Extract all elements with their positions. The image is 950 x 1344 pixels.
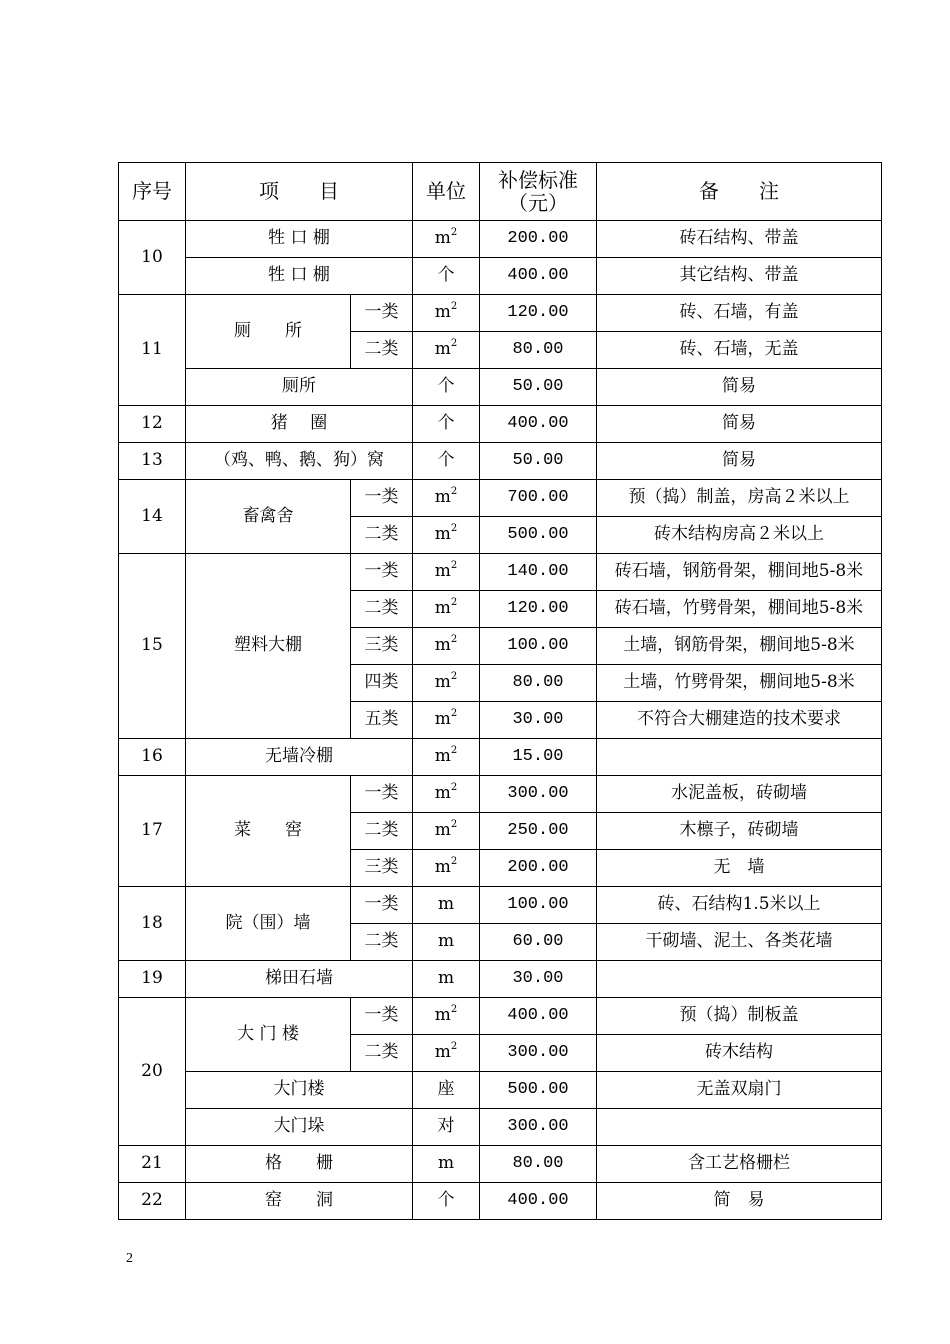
remark-cell: 砖、石结构1.5米以上 (597, 887, 882, 924)
price-cell: 80.00 (480, 1146, 597, 1183)
remark-cell (597, 961, 882, 998)
unit-cell: 个 (413, 1183, 480, 1220)
remark-cell: 砖石结构、带盖 (597, 221, 882, 258)
item-name: 猪 圈 (186, 406, 413, 443)
unit-sqm: m (434, 1042, 451, 1063)
unit-sqm: m (434, 746, 451, 767)
remark-cell: 砖石墙，竹劈骨架，棚间地5-8米 (597, 591, 882, 628)
table-row (119, 739, 882, 776)
row-no: 22 (119, 1183, 186, 1220)
unit-cell: $m^2$ (413, 998, 480, 1035)
class-cell: 二类 (351, 517, 413, 554)
unit-cell: 个 (413, 258, 480, 295)
unit-cell: $m^2$ (413, 1035, 480, 1072)
unit-cell: 对 (413, 1109, 480, 1146)
table-row (119, 1183, 882, 1220)
table-row (119, 295, 882, 332)
price-cell: 140.00 (480, 554, 597, 591)
remark-cell: 简易 (597, 369, 882, 406)
unit-sqm: m (434, 820, 451, 841)
item-name: 院（围）墙 (186, 887, 351, 961)
remark-cell: 砖木结构 (597, 1035, 882, 1072)
price-cell: 300.00 (480, 1035, 597, 1072)
item-name: 塑料大棚 (186, 554, 351, 739)
price-cell: 300.00 (480, 776, 597, 813)
price-cell: 15.00 (480, 739, 597, 776)
price-cell: 400.00 (480, 998, 597, 1035)
table-row (119, 1109, 882, 1146)
remark-cell: 不符合大棚建造的技术要求 (597, 702, 882, 739)
item-name: 厕 所 (186, 295, 351, 369)
remark-cell: 简 易 (597, 1183, 882, 1220)
header-row (119, 163, 882, 221)
remark-cell: 预（捣）制板盖 (597, 998, 882, 1035)
price-cell: 300.00 (480, 1109, 597, 1146)
unit-cell: m (413, 887, 480, 924)
unit-sqm: m (434, 1005, 451, 1026)
row-no: 21 (119, 1146, 186, 1183)
item-name: 菜 窖 (186, 776, 351, 887)
table-row (119, 887, 882, 924)
class-cell: 三类 (351, 850, 413, 887)
unit-cell: $m^2$ (413, 628, 480, 665)
class-cell: 一类 (351, 887, 413, 924)
unit-sqm: m (434, 635, 451, 656)
price-cell: 500.00 (480, 1072, 597, 1109)
unit-cell: 个 (413, 443, 480, 480)
table-row (119, 221, 882, 258)
unit-cell: $m^2$ (413, 295, 480, 332)
remark-cell: 其它结构、带盖 (597, 258, 882, 295)
item-name: 畜禽舍 (186, 480, 351, 554)
unit-sqm: m (434, 524, 451, 545)
remark-cell (597, 1109, 882, 1146)
item-name: 格 栅 (186, 1146, 413, 1183)
header-no: 序号 (119, 163, 186, 221)
remark-cell: 无盖双扇门 (597, 1072, 882, 1109)
unit-cell: $m^2$ (413, 665, 480, 702)
row-no: 17 (119, 776, 186, 887)
remark-cell: 砖木结构房高２米以上 (597, 517, 882, 554)
unit-sqm: m (434, 487, 451, 508)
price-cell: 250.00 (480, 813, 597, 850)
table-row (119, 961, 882, 998)
item-name: 牲 口 棚 (186, 258, 413, 295)
remark-cell: 预（捣）制盖，房高２米以上 (597, 480, 882, 517)
table-row (119, 554, 882, 591)
unit-cell: 个 (413, 369, 480, 406)
class-cell: 二类 (351, 332, 413, 369)
unit-cell: $m^2$ (413, 591, 480, 628)
price-cell: 80.00 (480, 665, 597, 702)
class-cell: 三类 (351, 628, 413, 665)
price-cell: 400.00 (480, 1183, 597, 1220)
remark-cell: 无 墙 (597, 850, 882, 887)
unit-cell: m (413, 1146, 480, 1183)
price-cell: 60.00 (480, 924, 597, 961)
price-cell: 120.00 (480, 295, 597, 332)
class-cell: 一类 (351, 776, 413, 813)
unit-cell: $m^2$ (413, 850, 480, 887)
item-name: 大 门 楼 (186, 998, 351, 1072)
unit-sqm: m (434, 672, 451, 693)
unit-cell: $m^2$ (413, 332, 480, 369)
remark-cell: 含工艺格栅栏 (597, 1146, 882, 1183)
class-cell: 一类 (351, 998, 413, 1035)
unit-sqm: m (434, 302, 451, 323)
price-cell: 100.00 (480, 628, 597, 665)
item-name: 厕所 (186, 369, 413, 406)
price-cell: 200.00 (480, 850, 597, 887)
class-cell: 二类 (351, 813, 413, 850)
class-cell: 五类 (351, 702, 413, 739)
unit-cell: $m^2$ (413, 739, 480, 776)
class-cell: 一类 (351, 480, 413, 517)
class-cell: 四类 (351, 665, 413, 702)
header-item: 项 目 (186, 163, 413, 221)
row-no: 12 (119, 406, 186, 443)
unit-sqm: m (434, 228, 451, 249)
unit-cell: m (413, 924, 480, 961)
row-no: 15 (119, 554, 186, 739)
remark-cell: 干砌墙、泥土、各类花墙 (597, 924, 882, 961)
row-no: 20 (119, 998, 186, 1146)
remark-cell: 土墙，钢筋骨架，棚间地5-8米 (597, 628, 882, 665)
price-cell: 50.00 (480, 443, 597, 480)
table-row (119, 480, 882, 517)
item-name: 大门垛 (186, 1109, 413, 1146)
price-cell: 100.00 (480, 887, 597, 924)
remark-cell: 简易 (597, 406, 882, 443)
item-name: （鸡、鸭、鹅、狗）窝 (186, 443, 413, 480)
unit-cell: $m^2$ (413, 776, 480, 813)
price-cell: 500.00 (480, 517, 597, 554)
page-number: 2 (126, 1251, 133, 1266)
table-row (119, 998, 882, 1035)
price-cell: 400.00 (480, 258, 597, 295)
class-cell: 二类 (351, 591, 413, 628)
remark-cell: 水泥盖板，砖砌墙 (597, 776, 882, 813)
unit-cell: $m^2$ (413, 480, 480, 517)
row-no: 11 (119, 295, 186, 406)
unit-cell: $m^2$ (413, 221, 480, 258)
unit-cell: $m^2$ (413, 813, 480, 850)
unit-sqm: m (434, 598, 451, 619)
price-cell: 120.00 (480, 591, 597, 628)
unit-cell: $m^2$ (413, 554, 480, 591)
table-row (119, 369, 882, 406)
class-cell: 一类 (351, 295, 413, 332)
unit-sqm: m (434, 561, 451, 582)
table-row (119, 776, 882, 813)
item-name: 梯田石墙 (186, 961, 413, 998)
unit-sqm: m (434, 709, 451, 730)
remark-cell: 土墙，竹劈骨架，棚间地5-8米 (597, 665, 882, 702)
unit-sqm: m (434, 339, 451, 360)
unit-sqm: m (434, 857, 451, 878)
class-cell: 二类 (351, 924, 413, 961)
remark-cell: 木檩子，砖砌墙 (597, 813, 882, 850)
price-cell: 200.00 (480, 221, 597, 258)
table-row (119, 406, 882, 443)
remark-cell: 砖石墙，钢筋骨架，棚间地5-8米 (597, 554, 882, 591)
table-row (119, 258, 882, 295)
row-no: 14 (119, 480, 186, 554)
header-standard: 补偿标准（元） (480, 163, 597, 221)
remark-cell: 砖、石墙，无盖 (597, 332, 882, 369)
price-cell: 80.00 (480, 332, 597, 369)
row-no: 18 (119, 887, 186, 961)
price-cell: 400.00 (480, 406, 597, 443)
unit-cell: m (413, 961, 480, 998)
item-name: 牲 口 棚 (186, 221, 413, 258)
price-cell: 30.00 (480, 961, 597, 998)
row-no: 10 (119, 221, 186, 295)
header-unit: 单位 (413, 163, 480, 221)
item-name: 大门楼 (186, 1072, 413, 1109)
item-name: 窑 洞 (186, 1183, 413, 1220)
table-row (119, 443, 882, 480)
price-cell: 50.00 (480, 369, 597, 406)
unit-sqm: m (434, 783, 451, 804)
unit-cell: $m^2$ (413, 702, 480, 739)
price-cell: 30.00 (480, 702, 597, 739)
remark-cell: 简易 (597, 443, 882, 480)
class-cell: 一类 (351, 554, 413, 591)
table-row (119, 1146, 882, 1183)
row-no: 13 (119, 443, 186, 480)
table-row (119, 1072, 882, 1109)
remark-cell: 砖、石墙，有盖 (597, 295, 882, 332)
unit-cell: 座 (413, 1072, 480, 1109)
class-cell: 二类 (351, 1035, 413, 1072)
unit-cell: 个 (413, 406, 480, 443)
header-remark: 备 注 (597, 163, 882, 221)
row-no: 16 (119, 739, 186, 776)
compensation-table (118, 162, 882, 1220)
price-cell: 700.00 (480, 480, 597, 517)
unit-cell: $m^2$ (413, 517, 480, 554)
row-no: 19 (119, 961, 186, 998)
remark-cell (597, 739, 882, 776)
item-name: 无墙冷棚 (186, 739, 413, 776)
